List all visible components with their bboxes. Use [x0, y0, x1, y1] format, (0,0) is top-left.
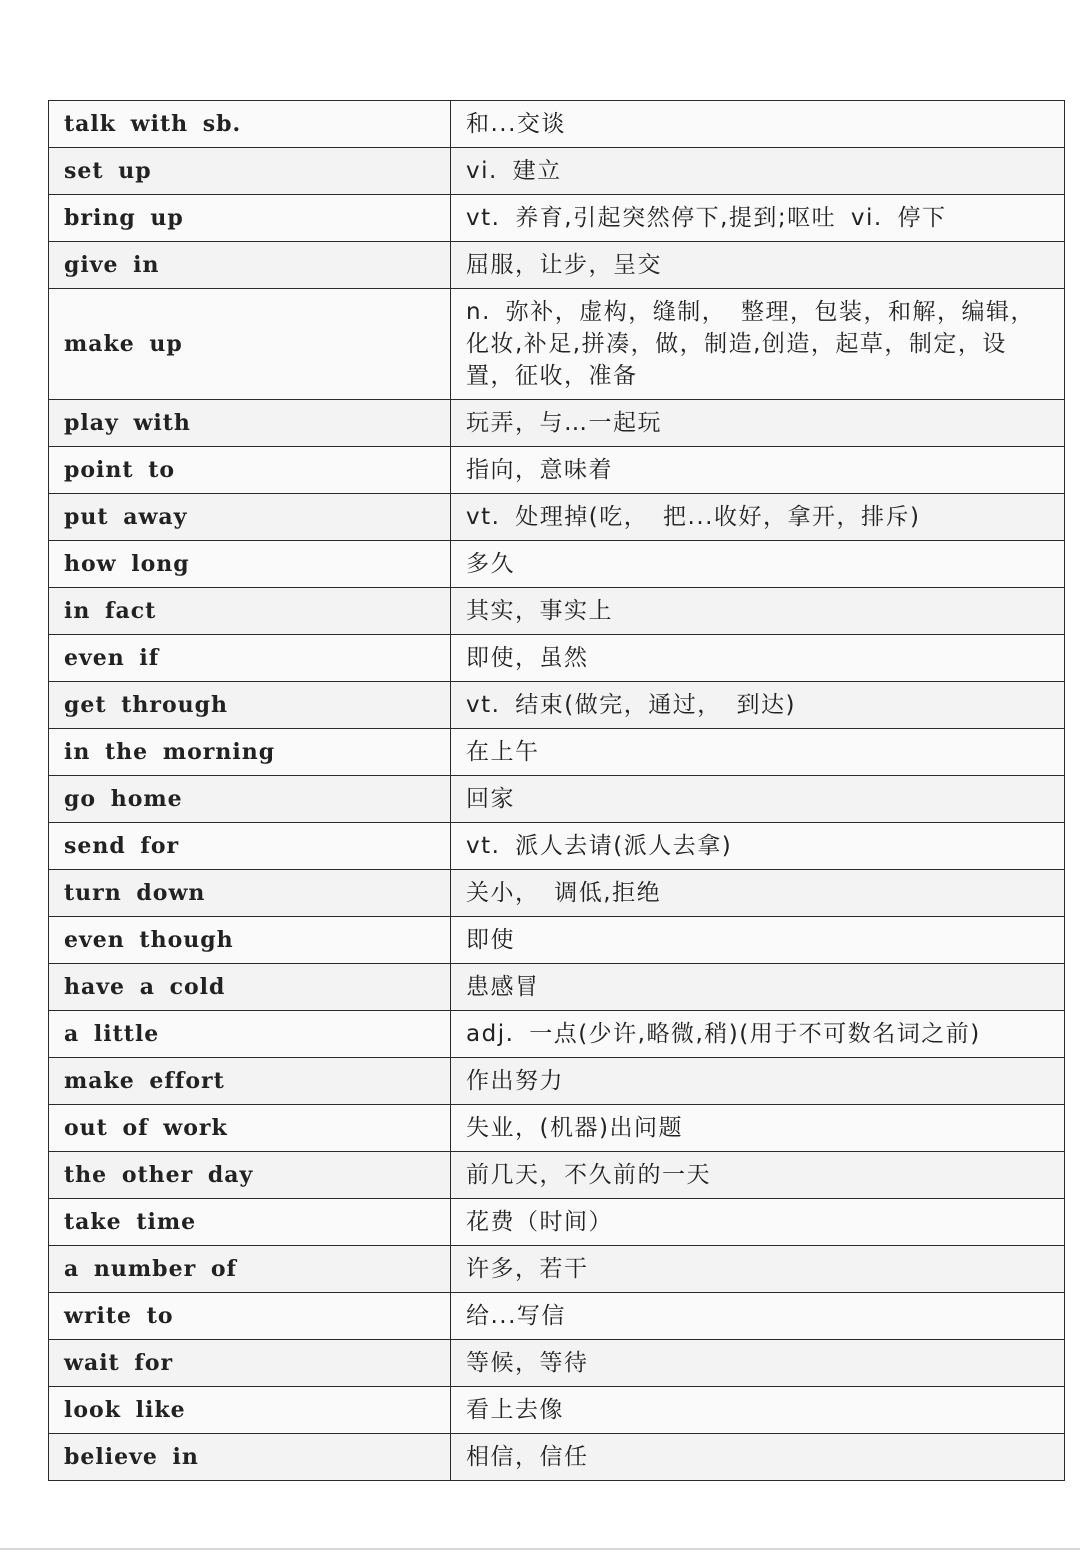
phrase-cell: write to — [49, 1293, 451, 1340]
phrase-cell: put away — [49, 494, 451, 541]
table-row — [49, 1199, 1065, 1246]
meaning-cell: 即使 — [451, 917, 1065, 964]
table-row — [49, 1340, 1065, 1387]
table-row — [49, 541, 1065, 588]
phrase-cell: believe in — [49, 1434, 451, 1481]
meaning-cell: 多久 — [451, 541, 1065, 588]
phrase-cell: wait for — [49, 1340, 451, 1387]
table-row — [49, 447, 1065, 494]
phrase-cell: go home — [49, 776, 451, 823]
phrase-cell: make effort — [49, 1058, 451, 1105]
meaning-cell: 屈服，让步，呈交 — [451, 242, 1065, 289]
phrase-cell: out of work — [49, 1105, 451, 1152]
meaning-cell: vt. 派人去请(派人去拿) — [451, 823, 1065, 870]
phrase-cell: even though — [49, 917, 451, 964]
phrase-table — [48, 100, 1065, 1481]
meaning-cell: 患感冒 — [451, 964, 1065, 1011]
table-row — [49, 1152, 1065, 1199]
meaning-cell: 看上去像 — [451, 1387, 1065, 1434]
table-row — [49, 1058, 1065, 1105]
table-row — [49, 400, 1065, 447]
meaning-cell: 前几天，不久前的一天 — [451, 1152, 1065, 1199]
phrase-cell: give in — [49, 242, 451, 289]
phrase-cell: in fact — [49, 588, 451, 635]
phrase-cell: turn down — [49, 870, 451, 917]
meaning-cell: vt. 结束(做完，通过， 到达) — [451, 682, 1065, 729]
phrase-cell: have a cold — [49, 964, 451, 1011]
table-row — [49, 682, 1065, 729]
table-row — [49, 729, 1065, 776]
meaning-cell: 其实，事实上 — [451, 588, 1065, 635]
table-row — [49, 148, 1065, 195]
meaning-cell: 许多，若干 — [451, 1246, 1065, 1293]
table-row — [49, 917, 1065, 964]
meaning-cell: 即使，虽然 — [451, 635, 1065, 682]
phrase-cell: in the morning — [49, 729, 451, 776]
phrase-cell: play with — [49, 400, 451, 447]
table-row — [49, 289, 1065, 400]
phrase-cell: make up — [49, 289, 451, 400]
meaning-cell: 玩弄，与…一起玩 — [451, 400, 1065, 447]
table-row — [49, 964, 1065, 1011]
phrase-cell: bring up — [49, 195, 451, 242]
table-row — [49, 870, 1065, 917]
meaning-cell: 失业，(机器)出问题 — [451, 1105, 1065, 1152]
table-row — [49, 823, 1065, 870]
meaning-cell: vt. 处理掉(吃， 把...收好，拿开，排斥) — [451, 494, 1065, 541]
meaning-cell: 等候，等待 — [451, 1340, 1065, 1387]
table-row — [49, 1387, 1065, 1434]
meaning-cell: 回家 — [451, 776, 1065, 823]
meaning-cell: 花费（时间） — [451, 1199, 1065, 1246]
meaning-cell: adj. 一点(少许,略微,稍)(用于不可数名词之前) — [451, 1011, 1065, 1058]
phrase-cell: even if — [49, 635, 451, 682]
phrase-cell: send for — [49, 823, 451, 870]
table-row — [49, 635, 1065, 682]
meaning-cell: vi. 建立 — [451, 148, 1065, 195]
table-row — [49, 1246, 1065, 1293]
table-row — [49, 776, 1065, 823]
table-row — [49, 1105, 1065, 1152]
meaning-cell: 指向，意味着 — [451, 447, 1065, 494]
phrase-cell: how long — [49, 541, 451, 588]
table-row — [49, 1011, 1065, 1058]
phrase-cell: take time — [49, 1199, 451, 1246]
table-row — [49, 195, 1065, 242]
meaning-cell: 相信，信任 — [451, 1434, 1065, 1481]
phrase-cell: the other day — [49, 1152, 451, 1199]
meaning-cell: 给...写信 — [451, 1293, 1065, 1340]
table-row — [49, 1293, 1065, 1340]
meaning-cell: 在上午 — [451, 729, 1065, 776]
phrase-cell: get through — [49, 682, 451, 729]
meaning-cell: n. 弥补，虚构，缝制， 整理，包装，和解，编辑，化妆,补足,拼凑，做，制造,创造，起草，制定，设置，征收，准备 — [451, 289, 1065, 400]
phrase-cell: look like — [49, 1387, 451, 1434]
table-row — [49, 242, 1065, 289]
phrase-cell: point to — [49, 447, 451, 494]
meaning-cell: vt. 养育,引起突然停下,提到;呕吐 vi. 停下 — [451, 195, 1065, 242]
phrase-cell: set up — [49, 148, 451, 195]
phrase-cell: a little — [49, 1011, 451, 1058]
table-row — [49, 101, 1065, 148]
phrase-cell: talk with sb. — [49, 101, 451, 148]
meaning-cell: 关小， 调低,拒绝 — [451, 870, 1065, 917]
phrase-table-body — [49, 101, 1065, 1481]
table-row — [49, 1434, 1065, 1481]
meaning-cell: 和...交谈 — [451, 101, 1065, 148]
table-row — [49, 588, 1065, 635]
vocabulary-sheet — [48, 100, 1065, 1481]
meaning-cell: 作出努力 — [451, 1058, 1065, 1105]
table-row — [49, 494, 1065, 541]
phrase-cell: a number of — [49, 1246, 451, 1293]
